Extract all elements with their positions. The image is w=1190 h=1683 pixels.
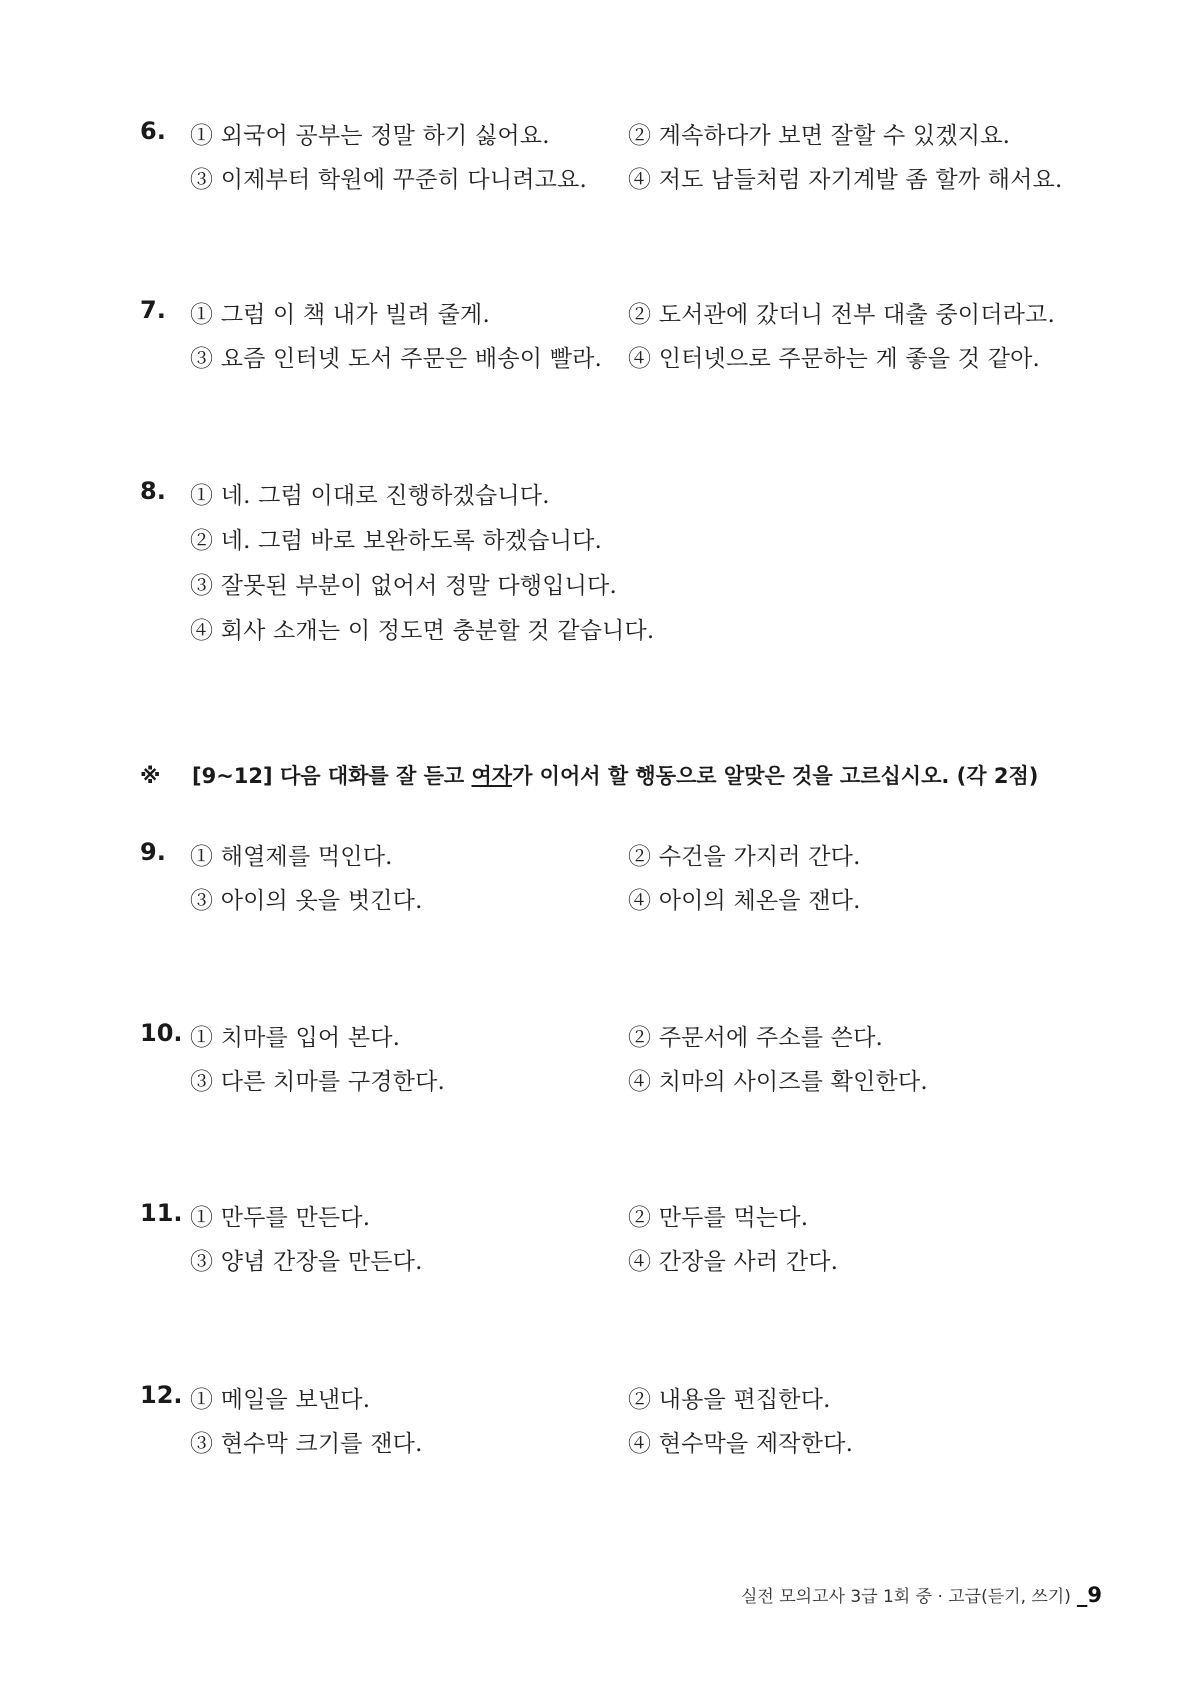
question-number: 12. [140, 1381, 183, 1409]
question-number: 9. [140, 838, 166, 866]
option-3[interactable]: ③ 아이의 옷을 벗긴다. [190, 888, 423, 914]
option-3[interactable]: ③ 현수막 크기를 잰다. [190, 1431, 423, 1457]
question-number: 7. [140, 296, 166, 324]
option-1[interactable]: ① 만두를 만든다. [190, 1205, 371, 1231]
footer-text: 실전 모의고사 3급 1회 중 · 고급(듣기, 쓰기) [741, 1587, 1071, 1607]
reference-mark: ※ [140, 764, 161, 788]
option-3[interactable]: ③ 잘못된 부분이 없어서 정말 다행입니다. [190, 573, 617, 599]
option-4[interactable]: ④ 현수막을 제작한다. [628, 1431, 854, 1457]
option-2[interactable]: ② 주문서에 주소를 쓴다. [628, 1025, 884, 1051]
option-4[interactable]: ④ 저도 남들처럼 자기계발 좀 할까 해서요. [628, 167, 1063, 193]
option-3[interactable]: ③ 요즘 인터넷 도서 주문은 배송이 빨라. [190, 346, 603, 372]
option-2[interactable]: ② 만두를 먹는다. [628, 1205, 809, 1231]
option-2[interactable]: ② 네. 그럼 바로 보완하도록 하겠습니다. [190, 528, 603, 554]
option-3[interactable]: ③ 이제부터 학원에 꾸준히 다니려고요. [190, 167, 588, 193]
question-number: 11. [140, 1199, 183, 1227]
instruction-text-after: 가 이어서 할 행동으로 알맞은 것을 고르십시오. (각 2점) [512, 764, 1039, 788]
option-1[interactable]: ① 해열제를 먹인다. [190, 844, 393, 870]
question-number: 10. [140, 1019, 183, 1047]
option-4[interactable]: ④ 아이의 체온을 잰다. [628, 888, 861, 914]
page-number: _9 [1076, 1583, 1102, 1607]
option-2[interactable]: ② 수건을 가지러 간다. [628, 844, 861, 870]
option-1[interactable]: ① 네. 그럼 이대로 진행하겠습니다. [190, 483, 550, 509]
question-number: 6. [140, 117, 166, 145]
page-footer [741, 1582, 1102, 1607]
question-number: 8. [140, 477, 166, 505]
option-4[interactable]: ④ 치마의 사이즈를 확인한다. [628, 1069, 928, 1095]
option-1[interactable]: ① 치마를 입어 본다. [190, 1025, 401, 1051]
option-4[interactable]: ④ 인터넷으로 주문하는 게 좋을 것 같아. [628, 346, 1041, 372]
option-3[interactable]: ③ 양념 간장을 만든다. [190, 1249, 423, 1275]
section-instruction [140, 760, 1100, 790]
option-1[interactable]: ① 그럼 이 책 내가 빌려 줄게. [190, 302, 490, 328]
option-2[interactable]: ② 내용을 편집한다. [628, 1387, 831, 1413]
option-2[interactable]: ② 계속하다가 보면 잘할 수 있겠지요. [628, 123, 1011, 149]
option-1[interactable]: ① 외국어 공부는 정말 하기 싫어요. [190, 123, 550, 149]
option-4[interactable]: ④ 회사 소개는 이 정도면 충분할 것 같습니다. [190, 618, 655, 644]
instruction-underlined: 여자 [471, 764, 513, 788]
instruction-text-before: [9~12] 다음 대화를 잘 듣고 [192, 764, 472, 788]
option-1[interactable]: ① 메일을 보낸다. [190, 1387, 371, 1413]
option-4[interactable]: ④ 간장을 사러 간다. [628, 1249, 839, 1275]
option-2[interactable]: ② 도서관에 갔더니 전부 대출 중이더라고. [628, 302, 1055, 328]
option-3[interactable]: ③ 다른 치마를 구경한다. [190, 1069, 446, 1095]
